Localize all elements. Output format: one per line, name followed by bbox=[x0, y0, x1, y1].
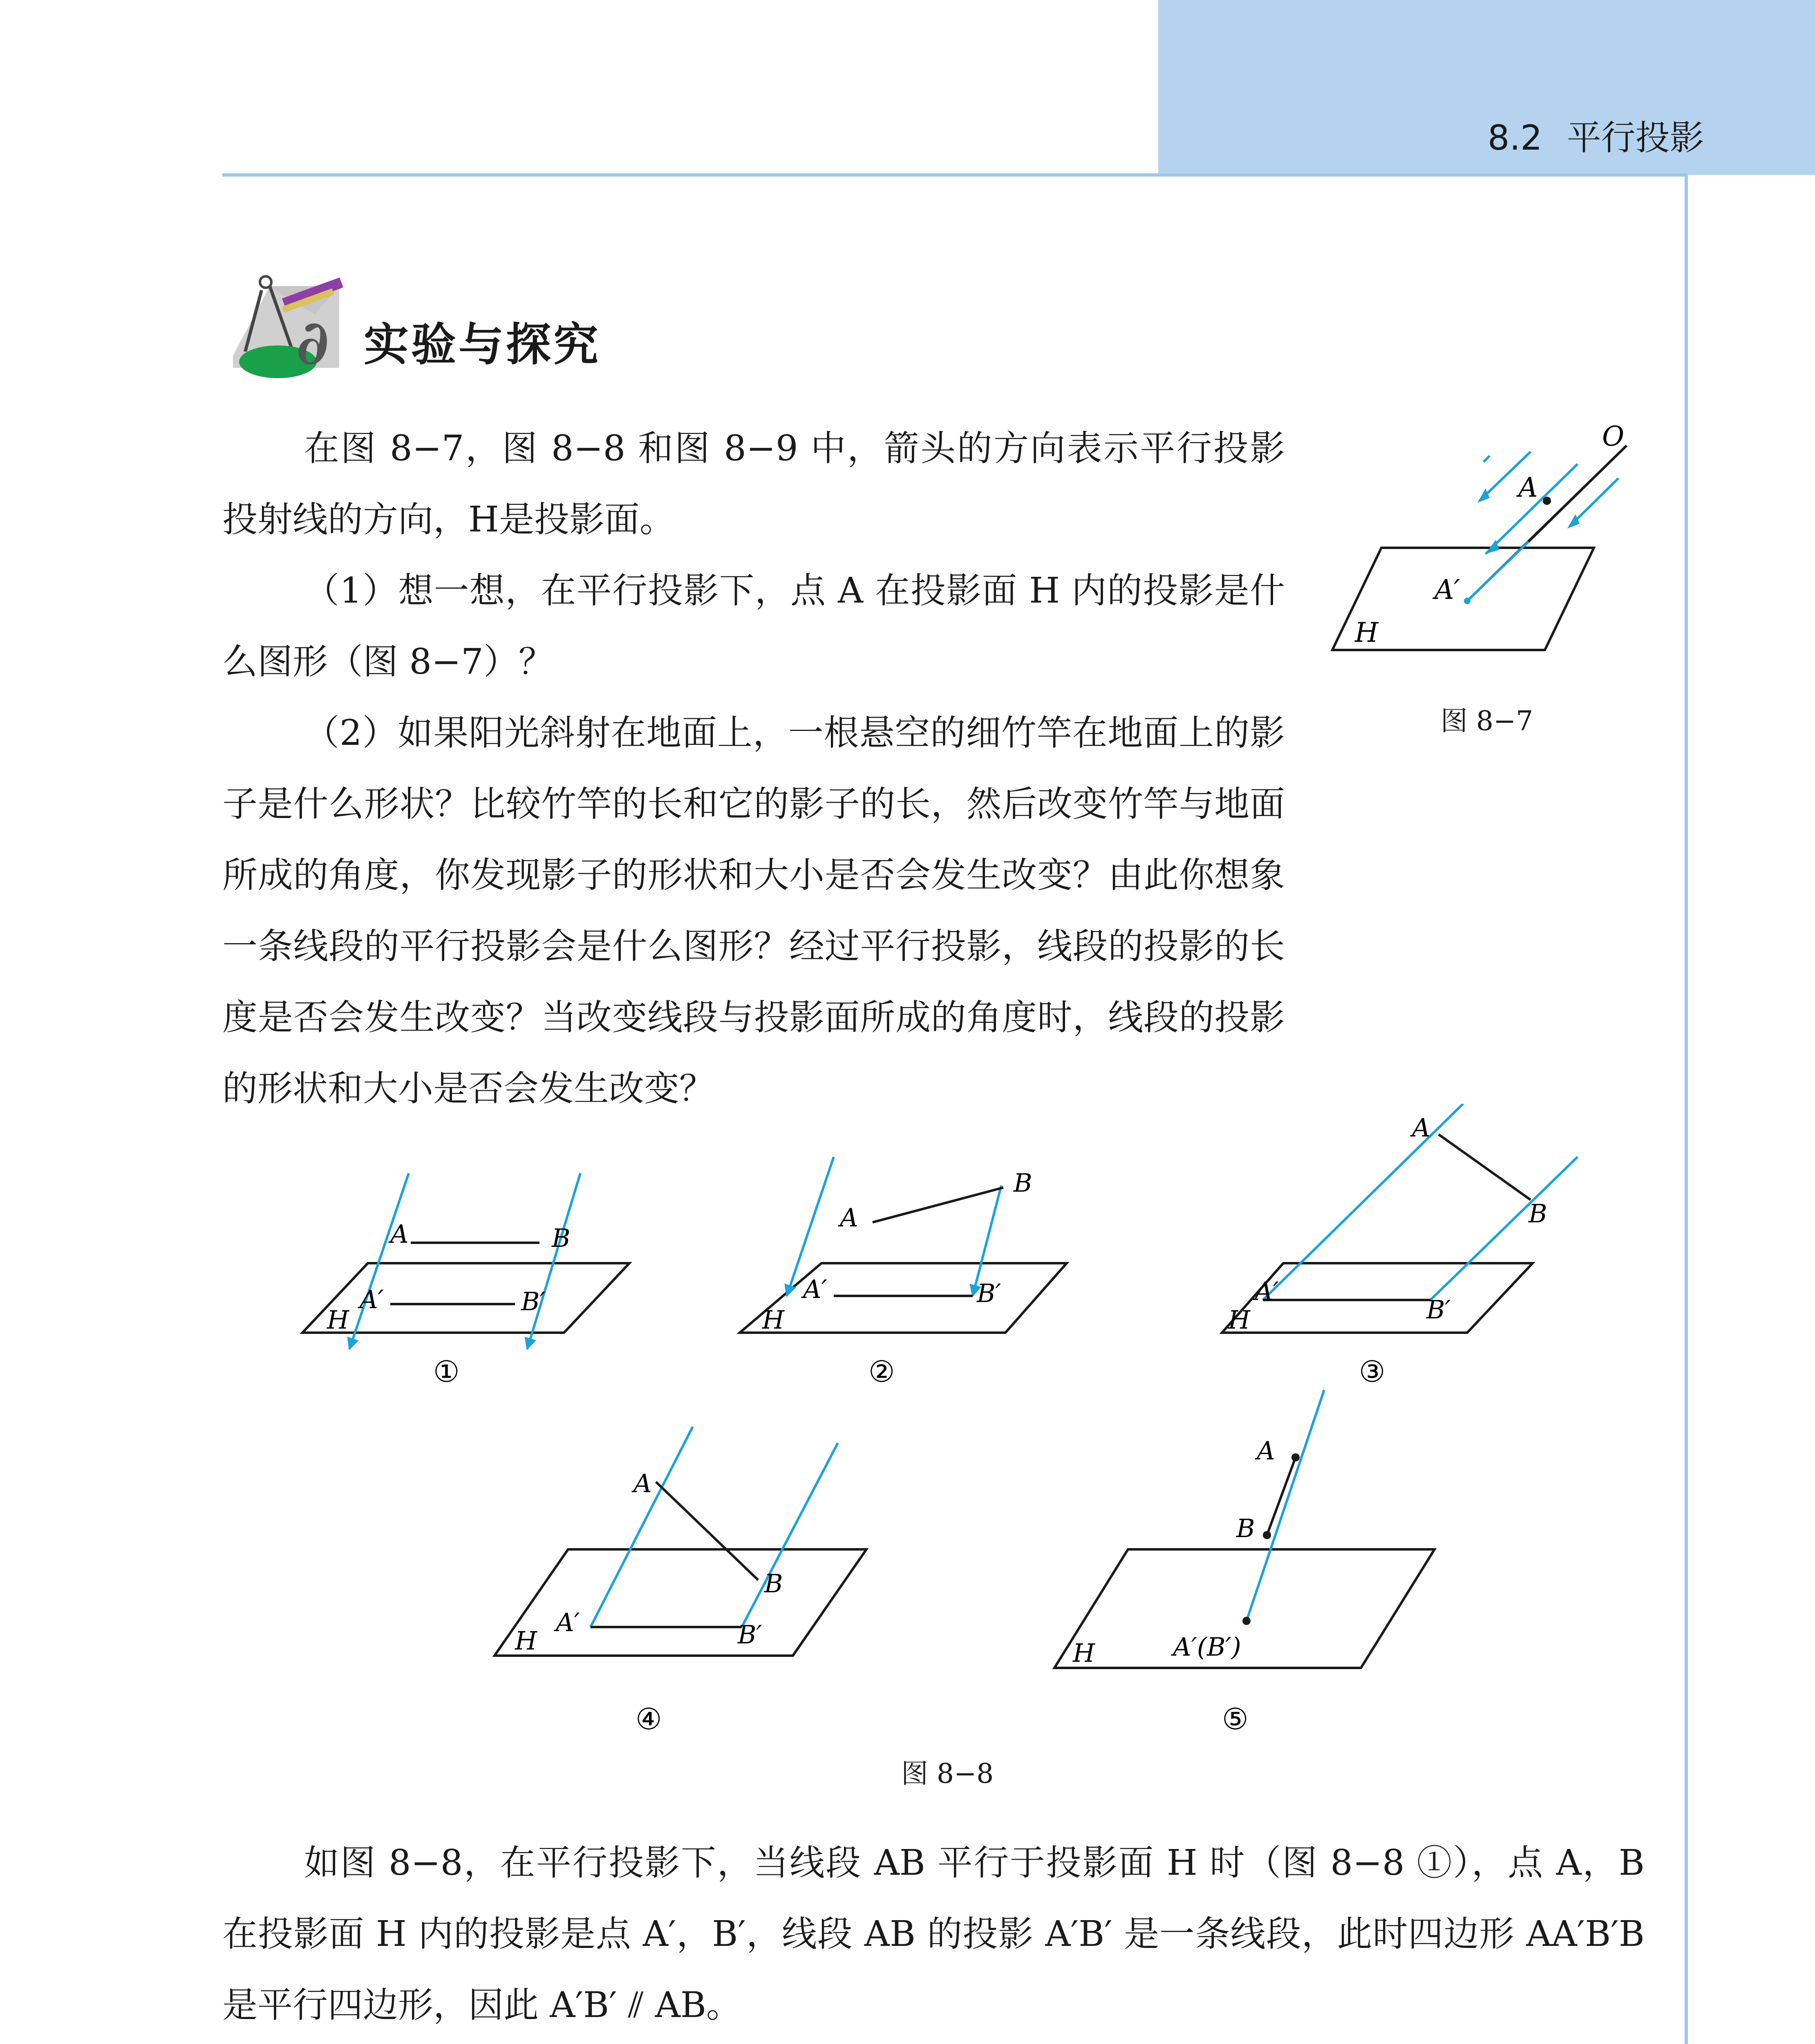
diagram-label: A bbox=[1412, 1113, 1430, 1143]
figure-8-8-part-2 bbox=[740, 1157, 1067, 1335]
figure-8-8-part-5 bbox=[1054, 1390, 1435, 1668]
diagram-label: A′ bbox=[1255, 1276, 1279, 1306]
diagram-label: A bbox=[390, 1219, 409, 1249]
sub-label-1: ① bbox=[433, 1354, 460, 1389]
figure-8-7 bbox=[1324, 409, 1659, 670]
sub-label-5: ⑤ bbox=[1222, 1702, 1249, 1736]
figure-8-8-part-3 bbox=[1222, 1104, 1578, 1335]
svg-text:∂: ∂ bbox=[296, 307, 329, 379]
paragraph-question-2 bbox=[222, 697, 1645, 1124]
sub-label-3: ③ bbox=[1359, 1354, 1385, 1389]
label-O: O bbox=[1602, 421, 1625, 452]
diagram-label: A bbox=[1257, 1436, 1275, 1466]
paragraph-explanation-2 bbox=[222, 2041, 1645, 2044]
label-H: H bbox=[1355, 617, 1379, 648]
diagram-label: H bbox=[327, 1305, 349, 1335]
caption-figure-8-7: 图 8−7 bbox=[1441, 705, 1533, 737]
caption-figure-8-8: 图 8−8 bbox=[901, 1758, 994, 1789]
diagram-label: H bbox=[515, 1626, 537, 1656]
margin-rule bbox=[1685, 175, 1688, 2044]
diagram-label: B bbox=[1014, 1168, 1032, 1198]
paragraph-question-2-text: （2）如果阳光斜射在地面上，一根悬空的细竹竿在地面上的影子是什么形状？比较竹竿的长和它的影子的长，然后改变竹竿与地面所成的角度，你发现影子的形状和大小是否会发生改变？由此你想象一条线段的平行投影会是什么图形？经过平行投影，线段的投影的长度是否会发生改变？当改变线段与投影面所成的角度时，线段的投影的形状和大小是否会发生改变？ bbox=[222, 713, 1285, 1109]
paragraph-question-1: （1）想一想，在平行投影下，点 A 在投影面 H 内的投影是什么图形（图 8−7）？ bbox=[222, 570, 1285, 682]
paragraph-intro: 在图 8−7，图 8−8 和图 8−9 中，箭头的方向表示平行投影投射线的方向，H是投影面。 bbox=[222, 428, 1285, 540]
label-A: A bbox=[1518, 472, 1538, 503]
diagram-label: B bbox=[1236, 1513, 1255, 1543]
section-title: 平行投影 bbox=[1567, 118, 1704, 158]
section-heading: 实验与探究 bbox=[364, 318, 601, 371]
figure-8-8 bbox=[286, 1104, 1635, 1766]
sub-label-4: ④ bbox=[636, 1702, 662, 1736]
diagram-label: A′(B′) bbox=[1173, 1632, 1241, 1662]
diagram-label: B′ bbox=[738, 1620, 762, 1650]
diagram-label: B′ bbox=[521, 1286, 546, 1316]
paragraph-explanation-1: 如图 8−8，在平行投影下，当线段 AB 平行于投影面 H 时（图 8−8 ①），点 A，B 在投影面 H 内的投影是点 A′，B′，线段 AB 的投影 A′B′ 是一条线段，此时四边形 AA′B′B 是平行四边形，因此 A′B′ ⫽ AB。 bbox=[222, 1842, 1645, 2026]
diagram-label: B bbox=[552, 1223, 571, 1253]
diagram-label: B bbox=[764, 1569, 783, 1598]
diagram-label: H bbox=[1073, 1638, 1095, 1668]
diagram-label: H bbox=[762, 1305, 785, 1335]
diagram-label: H bbox=[1228, 1305, 1251, 1335]
sub-label-2: ② bbox=[868, 1354, 895, 1389]
experiment-icon bbox=[221, 262, 351, 384]
diagram-label: B′ bbox=[977, 1278, 1001, 1308]
header-rule bbox=[222, 173, 1687, 177]
diagram-label: A bbox=[633, 1468, 652, 1498]
diagram-label: A′ bbox=[556, 1607, 580, 1637]
section-number: 8.2 bbox=[1488, 118, 1542, 158]
figure-8-8-part-4 bbox=[495, 1427, 866, 1656]
figure-8-8-part-1 bbox=[302, 1173, 629, 1349]
diagram-label: A bbox=[840, 1203, 858, 1233]
diagram-label: B bbox=[1529, 1199, 1547, 1228]
diagram-label: A′ bbox=[803, 1274, 827, 1304]
diagram-label: B′ bbox=[1426, 1295, 1451, 1325]
label-A-prime: A′ bbox=[1435, 574, 1460, 605]
diagram-label: A′ bbox=[360, 1284, 384, 1314]
running-header bbox=[1488, 110, 1729, 160]
